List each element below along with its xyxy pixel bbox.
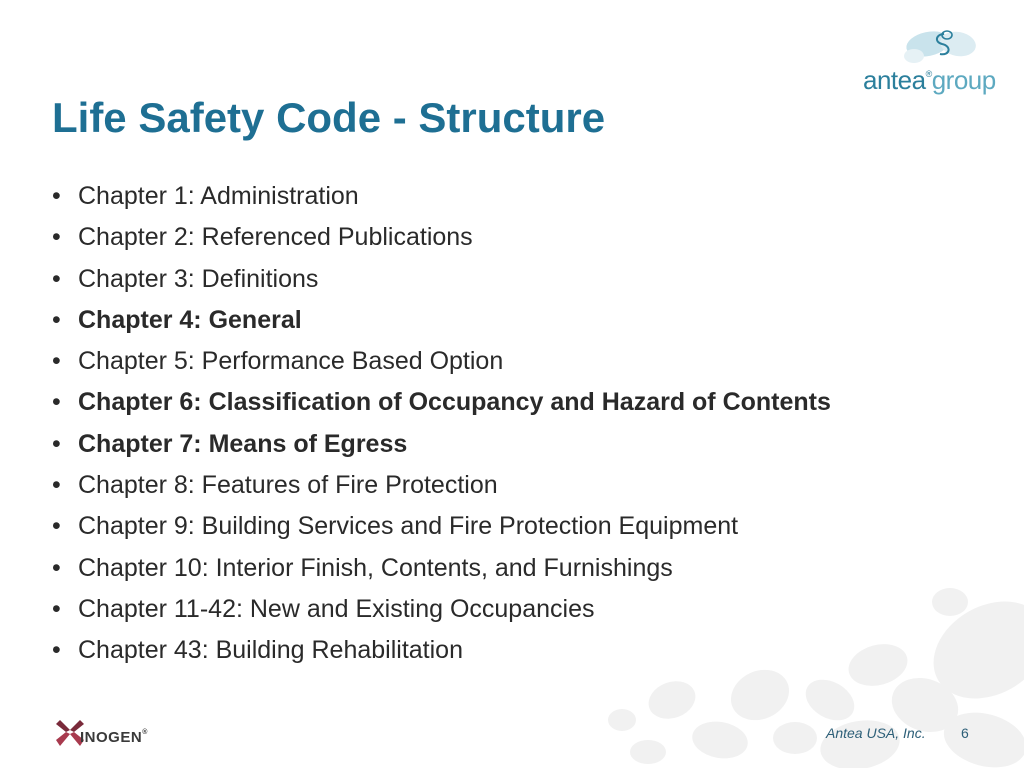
bullet-text: Chapter 10: Interior Finish, Contents, and Furnishings	[78, 553, 673, 582]
bullet-item	[52, 548, 831, 589]
antea-group-wordmark	[863, 59, 996, 95]
bullet-text: Chapter 2: Referenced Publications	[78, 223, 473, 252]
inogen-logo	[52, 714, 164, 754]
bullet-text: Chapter 4: General	[78, 305, 302, 334]
page-title: Life Safety Code - Structure	[52, 94, 606, 141]
footer-company-name: Antea USA, Inc.	[826, 725, 926, 741]
bullet-text: Chapter 1: Administration	[78, 182, 359, 210]
page-number: 6	[961, 725, 969, 741]
bullet-item	[52, 630, 831, 671]
brand-secondary: group	[931, 65, 996, 95]
brand-registered-mark: ®	[925, 69, 932, 79]
bullet-dot-icon: •	[52, 388, 61, 417]
bullet-text: Chapter 43: Building Rehabilitation	[78, 636, 463, 665]
bullet-text: Chapter 3: Definitions	[78, 264, 319, 293]
bullet-item	[52, 341, 831, 382]
bullet-dot-icon: •	[52, 305, 61, 334]
bullet-item	[52, 259, 831, 300]
bullet-item	[52, 217, 831, 258]
bullet-item	[52, 424, 831, 465]
bullet-text: Chapter 11-42: New and Existing Occupancies	[78, 594, 595, 623]
bullet-text: Chapter 9: Building Services and Fire Protection Equipment	[78, 512, 739, 541]
brand-primary: antea	[863, 65, 926, 95]
bullet-item	[52, 300, 831, 341]
bullet-list	[52, 176, 831, 672]
bullet-dot-icon: •	[52, 182, 61, 210]
bullet-dot-icon: •	[52, 264, 61, 293]
bullet-text: Chapter 7: Means of Egress	[78, 429, 408, 458]
bullet-dot-icon: •	[52, 553, 61, 582]
bullet-item	[52, 589, 831, 630]
bullet-dot-icon: •	[52, 347, 61, 376]
inogen-text: INOGEN	[80, 729, 143, 746]
inogen-wordmark	[80, 724, 148, 747]
bullet-dot-icon: •	[52, 636, 61, 665]
bullet-text: Chapter 5: Performance Based Option	[78, 347, 504, 376]
inogen-registered-mark: ®	[142, 729, 148, 736]
bullet-dot-icon: •	[52, 594, 61, 623]
bullet-item	[52, 506, 831, 547]
bullet-item	[52, 465, 831, 506]
bullet-dot-icon: •	[52, 512, 61, 541]
bullet-dot-icon: •	[52, 429, 61, 458]
bullet-item	[52, 176, 831, 217]
bullet-item	[52, 382, 831, 423]
bullet-dot-icon: •	[52, 471, 61, 500]
bullet-dot-icon: •	[52, 223, 61, 252]
bullet-text: Chapter 8: Features of Fire Protection	[78, 471, 498, 500]
bullet-text: Chapter 6: Classification of Occupancy and Hazard of Contents	[78, 388, 831, 417]
